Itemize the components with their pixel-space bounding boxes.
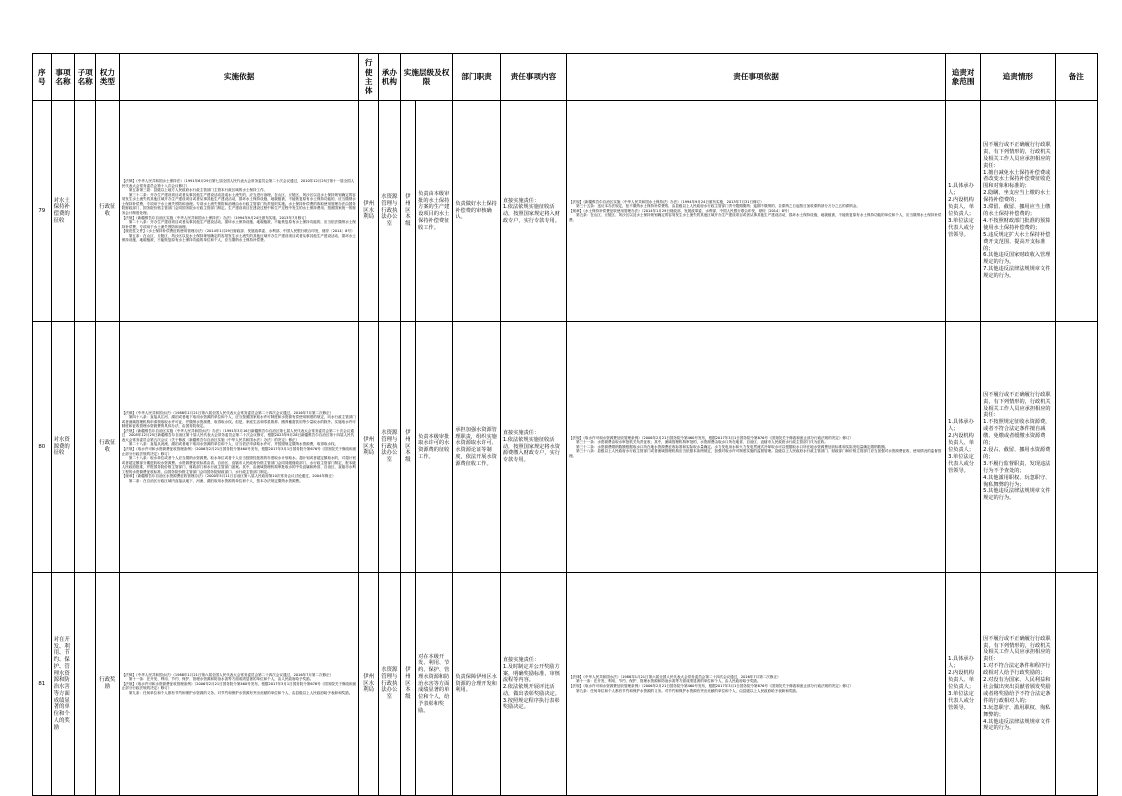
cell-organ: 水资源管理与行政执法办公室	[379, 573, 401, 796]
situation-text: 因不履行或不正确履行行政职责，有下列情形的，行政机关及相关工作人员应承担相应的责任： 1.擅自减免水土保持补偿费或者改变水土保持补偿费征收范围和对象和标准的； 2.隐瞒、坐支应当上缴的水土保持补偿费的； 3.滞留、截留、挪用应当上缴的水土保持补偿费的； 4.不按照财政部门批准的预算使用水土保持补偿费的； 5.违反规定扩大水土保持补偿费开支范围、提高开支标准的； 6.其他违反国家财政收入管理规定的行为。 7.其他违反法律法规规章文件规定的行为。	[983, 141, 1051, 280]
cell-subject: 伊州区水利局	[359, 322, 379, 573]
cell-situation	[981, 101, 1055, 322]
header-organ: 承办机构	[379, 54, 401, 101]
cell-level: 伊州区本级	[400, 101, 415, 322]
header-power-type: 权力类型	[95, 54, 119, 101]
header-basis: 实施依据	[119, 54, 359, 101]
cell-duty-basis	[566, 101, 945, 322]
cell-remark	[1055, 573, 1097, 796]
cell-duty-content	[500, 101, 566, 322]
cell-level: 伊州区本级	[400, 322, 415, 573]
header-dept-duty: 部门职责	[453, 54, 501, 101]
cell-duty-basis	[566, 573, 945, 796]
duty-basis-text: 【法规】《取水许可和水资源费征收管理条例》（2006年2月21日国务院令第460号发布，根据2017年3月1日国务院令第676号《国务院关于修改和废止部分行政法规的决定》修订） 第三十一条：水资源费由取水审批机关负责征收；其中，流域管理机构审批的，水资源费由取水口所在地省、自治区、直辖市人民政府水行政主管部门代为征收。 第三十二条：水资源费缴纳数额根据取水口所在地水资源费征收标准和实际取水量确定。水力发电用水和火力发电贯流式冷却取水可以根据取水口所在地水资源费征收标准和实际发电量确定缴纳数额。 第三十八条：县级以上人民政府水行政主管部门或者流域管理机构应当依照本条例规定，加强对取水许可制度实施的监督管理。县级以上人民政府水行政主管部门、财政部门和价格主管部门应当加强对水资源费征收、使用情况的监督管理。	[568, 435, 942, 458]
cell-level-detail: 对在本级开发、利用、节约、保护、管理水资源和防治水害等方面成绩显著的单位和个人，给予表彰和奖励。	[416, 573, 453, 796]
duty-basis-text: 【法律】《中华人民共和国水法》（1988年1月21日第六届全国人民代表大会常务委员会第二十四次会议通过，2016年7月第二次修正） 第十一条：在开发、利用、节约、保护、管理水资源和防治水害等方面成绩显著的单位和个人，由人民政府给予奖励。 【法规】《取水许可和水资源费征收管理条例》（2006年2月21日国务院令第460号发布，根据2017年3月1日国务院令第676号《国务院关于修改和废止部分行政法规的决定》修订） 第九条：任何单位和个人都有节约和保护水资源的义务。对节约和保护水资源有突出贡献的单位和个人，由县级以上人民政府给予表彰和奖励。	[568, 674, 854, 693]
cell-duty-content	[500, 573, 566, 796]
header-situation: 追责情形	[981, 54, 1055, 101]
cell-basis	[119, 573, 359, 796]
cell-seq: 79	[33, 101, 52, 322]
cell-seq: 81	[33, 573, 52, 796]
cell-remark	[1055, 322, 1097, 573]
scope-text: 1.具体承办人； 2.内设机构负责人、单位负责人； 3.单位法定代表人或分管领导。	[948, 656, 975, 711]
duty-basis-text: 【法规】《新疆维吾尔自治区实施〈中华人民共和国水土保持法〉办法》（1994年9月24日颁布实施，2013年7月31日修订） 第三十五条：违反本办法规定，拒不缴纳水土保持补偿费的，由县级以上人民政府水行政主管部门责令限期缴纳；逾期不缴纳的，自滞纳之日起按日加收滞纳部分万分之五的滞纳金。 【规章】《水土保持补偿费征收使用管理办法》（2014年1月29日财政部、发展改革委、水利部、中国人民银行联合印发，财综〔2014〕8号） 第五条：在山区、丘陵区、风沙区以及水土保持规划确定的容易发生水土流失的其他区域开办生产建设项目或者从事其他生产建设活动，损坏水土保持设施、地貌植被，不能恢复原有水土保持功能的单位和个人，应当缴纳水土保持补偿费。	[568, 199, 942, 222]
table-body	[33, 101, 1098, 796]
scope-text: 1.具体承办人； 2.内设机构负责人、单位负责人； 3.单位法定代表人或分管领导。	[948, 419, 975, 474]
cell-power-type: 行政征收	[95, 101, 119, 322]
situation-text: 因不履行或不正确履行行政职责，有下列情形的，行政机关及相关工作人员应承担相应的责任： 1.对不符合法定条件和程序行政相对人给予行政奖励的； 2.对没有为国家、人民利益和社会做出突出贡献者颁发奖励或者将奖励给予不符合法定条件的行政相对人的； 3.玩忽职守、滥用职权、徇私舞弊的； 4.其他违反法律法规规章文件规定的行为。	[983, 635, 1051, 732]
cell-seq: 80	[33, 322, 52, 573]
duty-text: 直接实施责任： 1.及时制定并公开奖励方案，明确奖励标准、审核流程等内容。 2.依法依规开展评比活动，做出表彰奖励决定。 3.按照规定程序执行表彰奖励决定。	[502, 657, 560, 711]
cell-item-name: 对水资源费的征收	[51, 322, 75, 573]
cell-level: 伊州区本级	[400, 573, 415, 796]
cell-scope	[946, 573, 981, 796]
cell-duty-content	[500, 322, 566, 573]
situation-text: 因不履行或不正确履行行政职责，有下列情形的，行政机关及相关工作人员应承担相应的责任： 1.不按照规定征收水资源费，或者不符合法定条件擅自减缴、免缴或者缓缴水资源费的； 2.侵占、截留、挪用水资源费的； 3.不履行监督职责，发现违法行为不予查处的； 4.其他滥用职权、玩忽职守、徇私舞弊的行为； 5.其他违反法律法规规章文件规定的行为。	[983, 391, 1051, 502]
header-level: 实施层级及权限	[400, 54, 453, 101]
scope-text: 1.具体承办人； 2.内设机构负责人、单位负责人； 3.单位法定代表人或分管领导。	[948, 183, 975, 238]
cell-sub-item	[75, 573, 96, 796]
cell-organ: 水资源管理与行政执法办公室	[379, 322, 401, 573]
header-remark: 备注	[1055, 54, 1097, 101]
header-scope: 追责对象范围	[946, 54, 981, 101]
cell-basis	[119, 101, 359, 322]
cell-situation	[981, 322, 1055, 573]
cell-subject: 伊州区水利局	[359, 101, 379, 322]
basis-text: 【法律】《中华人民共和国水法》（1988年1月21日第六届全国人民代表大会常务委员会第二十四次会议通过，2016年7月第二次修正） 第四十八条：直接从江河、湖泊或者地下取用水资源的单位和个人，应当按照国家取水许可制度和水资源有偿使用制度的规定，向水行政主管部门或者流域管理机构申请领取取水许可证，并缴纳水资源费，取得取水权。但是，家庭生活和零星散养、圈养畜禽饮用等少量取水的除外。实施取水许可制度和征收管理水资源费的具体办法，由国务院规定。 【法规】《新疆维吾尔自治区实施〈中华人民共和国水法〉办法》（1991年3月16日新疆维吾尔自治区第七届人民代表大会常务委员会第二十次会议通过 2005年12月25日新疆维吾尔自治区第十届人民代表大会常务委员会第二十次会议修订，根据2023年9月28日新疆维吾尔自治区第十四届人民代表大会常务委员会第五次会议《关于修改〈新疆维吾尔自治区实施《中华人民共和国水法》办法〉的决定》修正） 第二十八条：直接从河流、湖泊或者地下取用水资源的单位和个人，应当依法申请取水许可，并按照规定缴纳水资源费，取得取水权。 【法规】《取水许可和水资源费征收管理条例》（2006年2月21日国务院令第460号发布，根据2017年3月1日国务院令第676号《国务院关于修改和废止部分行政法规的决定》修订） 第二十八条：取水单位或者个人应当缴纳水资源费。取水单位或者个人应当按照经批准的年度取水计划取水。超计划或者超定额取水的，对超计划或者超定额部分累进收取水资源费。水资源费征收标准由省、自治区、直辖市人民政府价格主管部门会同同级财政部门、水行政主管部门制定，报本级人民政府批准，并报国务院价格主管部门、财政部门和水行政主管部门备案。其中，由流域管理机构审批取水的中央直属和跨省、自治区、直辖市水利工程的水资源费征收标准，由国务院价格主管部门会同国务院财政部门、水行政主管部门制定。 【规章】《新疆维吾尔自治区水资源费征收管理办法》（2000年5月11日自治区第八届人民政府第10次常务会议讨论通过，2004年修正） 第二条：在自治区行政区域内直接从地下、河流、湖泊取用水资源的单位和个人，按本办法规定缴纳水资源费。	[121, 410, 357, 483]
cell-power-type: 行政奖励	[95, 573, 119, 796]
header-item-name: 事项名称	[51, 54, 75, 101]
basis-text: 【法律】《中华人民共和国水法》（1988年1月21日第六届全国人民代表大会常务委员会第二十四次会议通过，2016年7月第二次修正） 第十一条：在开发、利用、节约、保护、管理水资源和防治水害等方面成绩显著的单位和个人，由人民政府给予奖励。 【法规】《取水许可和水资源费征收管理条例》（2006年2月21日国务院令第460号发布，根据2017年3月1日国务院令第676号《国务院关于修改和废止部分行政法规的决定》修订） 第九条：任何单位和个人都有节约和保护水资源的义务。对节约和保护水资源有突出贡献的单位和个人，由县级以上人民政府给予表彰和奖励。	[121, 672, 357, 695]
cell-organ: 水资源管理与行政执法办公室	[379, 101, 401, 322]
cell-item-name: 对在开发、利用、节约、保护、管理水资源和防治水害等方面成绩显著的单位和个人的奖励	[51, 573, 75, 796]
table-header	[33, 54, 1098, 101]
responsibility-list-table	[32, 53, 1098, 796]
cell-remark	[1055, 101, 1097, 322]
cell-dept-duty: 负责做好水土保持补偿费的审核确认。	[453, 101, 501, 322]
header-duty-basis: 责任事项依据	[566, 54, 945, 101]
header-duty-content: 责任事项内容	[500, 54, 566, 101]
cell-sub-item	[75, 101, 96, 322]
header-sub-item: 子项名称	[75, 54, 96, 101]
cell-situation	[981, 573, 1055, 796]
table-row	[33, 573, 1098, 796]
cell-level-detail: 负责由本级审批的水土保持方案的生产建设项目的水土保持补偿费征收工作。	[416, 101, 453, 322]
basis-text: 【法律】《中华人民共和国水土保持法》（1991年6月29日第七届全国人民代表大会常务委员会第二十次会议通过，2010年12月25日第十一届全国人民代表大会常务委员会第十八次会议修订） 第五条第三款：县级以上地方人民政府水行政主管部门主管本行政区域的水土保持工作。 第三十二条：开办生产建设项目或者从事其他生产建设活动造成水土流失的，应当进行治理。在山区、丘陵区、风沙区以及水土保持规划确定的容易发生水土流失的其他区域开办生产建设项目或者从事其他生产建设活动，损坏水土保持设施、地貌植被，不能恢复原有水土保持功能的，应当缴纳水土保持补偿费，专项用于水土流失预防和治理。专项水土流失预防和治理由水行政主管部门负责组织实施。水土保持补偿费的收取使用管理办法由国务院财政部门、国务院价格主管部门会同国务院水行政主管部门制定。生产建设项目在建设过程中和生产过程中发生的水土保持费用，按照国家统一的财务会计制度处理。 【法规】《新疆维吾尔自治区实施〈中华人民共和国水土保持法〉办法》（1994年9月24日颁布实施，2013年7月修订） 第二十八条：开办生产建设项目或者从事其他生产建设活动，损坏水土保持设施、地貌植被，不能恢复原有水土保持功能的，应当依法缴纳水土保持补偿费，专项用于水土流失预防和治理。 【规范性文件】《水土保持补偿费征收使用管理办法》（2014年1月29日财政部、发展改革委、水利部、中国人民银行联合印发，财综〔2014〕8号） 第五条：在山区、丘陵区、风沙区以及水土保持规划确定的容易发生水土流失的其他区域开办生产建设项目或者从事其他生产建设活动，损坏水土保持设施、地貌植被，不能恢复原有水土保持功能的单位和个人，应当缴纳水土保持补偿费。	[121, 179, 356, 243]
cell-sub-item	[75, 322, 96, 573]
table-row	[33, 101, 1098, 322]
cell-level-detail: 负责本级审批取水许可的水资源费的征收工作。	[416, 322, 453, 573]
cell-basis	[119, 322, 359, 573]
table-row	[33, 322, 1098, 573]
cell-dept-duty: 承担加强水资源管理职责，组织实施水资源取水许可、水资源论证等制度，依法开展水资源费征收工作。	[453, 322, 501, 573]
header-subject: 行使主体	[359, 54, 379, 101]
cell-subject: 伊州区水利局	[359, 573, 379, 796]
header-seq: 序号	[33, 54, 52, 101]
cell-scope	[946, 322, 981, 573]
duty-text: 直接实施责任： 1.依法依规实施征收活动，按照国家规定将入财政专户，实行专款专用。	[502, 197, 560, 224]
cell-power-type: 行政征收	[95, 322, 119, 573]
duty-text: 直接实施责任： 1.依法依规实施征收活动，按照国家规定将水资源费缴入财政专户，实行专款专用。	[502, 430, 560, 464]
cell-scope	[946, 101, 981, 322]
cell-dept-duty: 负责保障伊州区水资源的合理开发和利用。	[453, 573, 501, 796]
cell-duty-basis	[566, 322, 945, 573]
cell-item-name: 对水土保持补偿费的征收	[51, 101, 75, 322]
